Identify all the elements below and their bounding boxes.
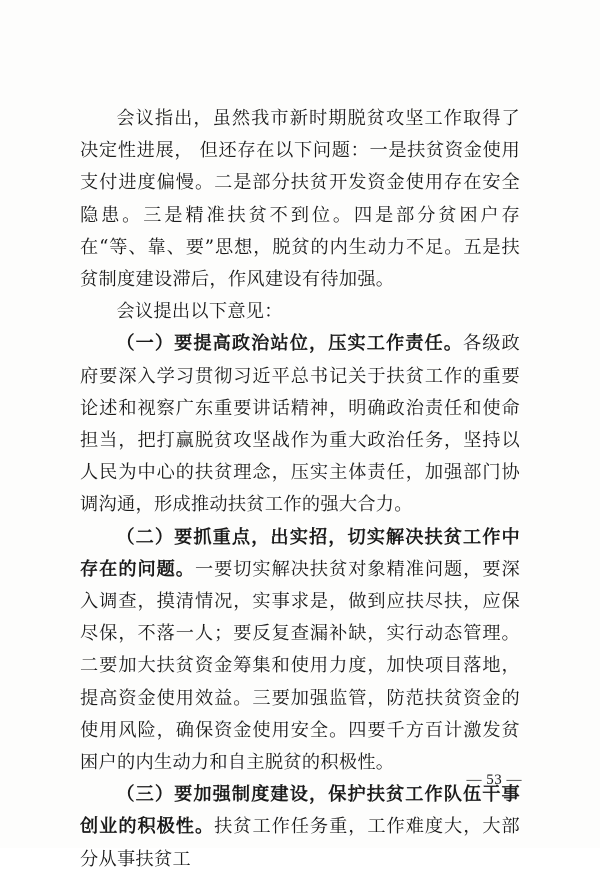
paragraph-opinion-3 [80, 779, 520, 876]
page-number: — 53 — [466, 772, 522, 788]
paragraph-heading: （三）要加强制度建设，保护扶贫工作队伍干事创业的积极性。 [80, 784, 520, 838]
paragraph-heading: （二）要抓重点，出实招，切实解决扶贫工作中存在的问题。 [80, 526, 520, 580]
paragraph-text: 会议提出以下意见： [116, 301, 283, 323]
paragraph-heading: （一）要提高政治站位，压实工作责任。 [116, 333, 463, 355]
body-text [80, 103, 520, 876]
paragraph-opinion-1 [80, 328, 520, 521]
paragraph-text: 扶贫工作任务重，工作难度大，大部分从事扶贫工 [80, 816, 520, 870]
paragraph-opinions-intro [80, 296, 520, 328]
paragraph-text: 会议指出，虽然我市新时期脱贫攻坚工作取得了决定性进展， 但还存在以下问题：一是扶贫资金使用支付进度偏慢。二是部分扶贫开发资金使用存在安全隐患。三是精准扶贫不到位。四是部分贫困户存在“等、靠、要”思想，脱贫的内生动力不足。五是扶贫制度建设滞后，作风建设有待加强。 [80, 108, 520, 291]
paragraph-text: 各级政府要深入学习贯彻习近平总书记关于扶贫工作的重要论述和视察广东重要讲话精神，明确政治责任和使命担当，把打赢脱贫攻坚战作为重大政治任务，坚持以人民为中心的扶贫理念，压实主体责任，加强部门协调沟通，形成推动扶贫工作的强大合力。 [80, 333, 520, 516]
paragraph-problems [80, 103, 520, 296]
paragraph-text: 一要切实解决扶贫对象精准问题，要深入调查，摸清情况，实事求是，做到应扶尽扶，应保尽保，不落一人；要反复查漏补缺，实行动态管理。二要加大扶贫资金筹集和使用力度，加快项目落地，提高资金使用效益。三要加强监管，防范扶贫资金的使用风险，确保资金使用安全。四要千方百计激发贫困户的内生动力和自主脱贫的积极性。 [80, 558, 520, 774]
paragraph-opinion-2 [80, 522, 520, 780]
